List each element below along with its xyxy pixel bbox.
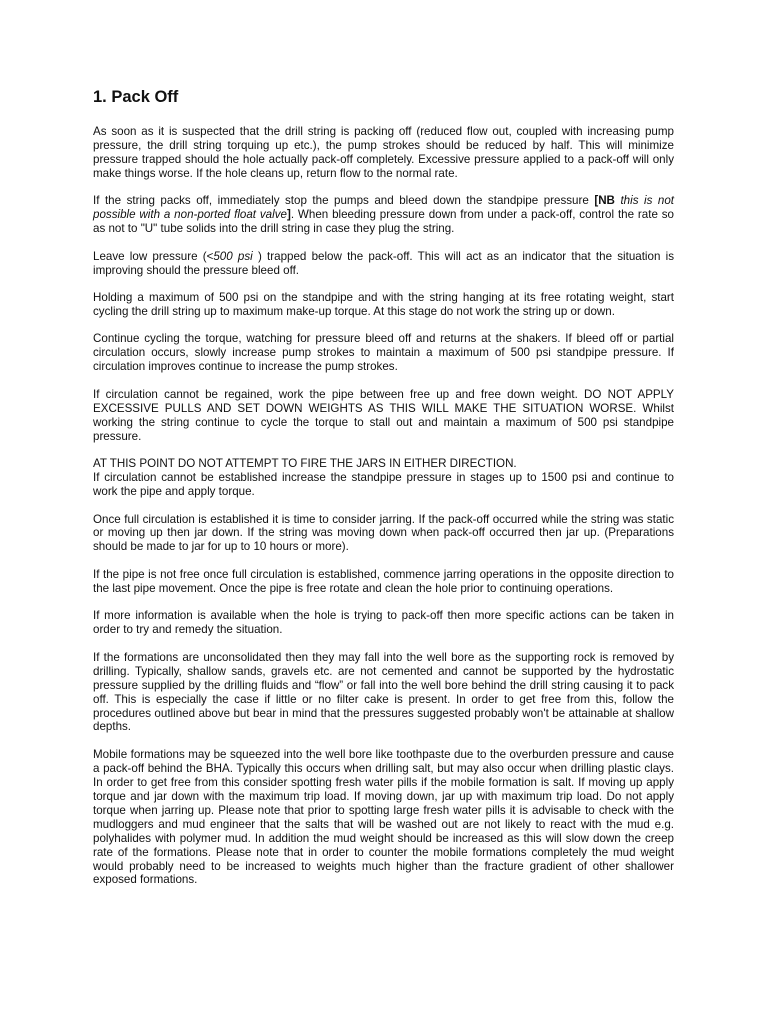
nb-marker-open: [NB <box>594 194 621 208</box>
pressure-value: 500 psi <box>213 249 253 263</box>
nb-note: this is not possible with a non-ported float valve <box>93 194 674 222</box>
document-page <box>93 86 674 901</box>
paragraph-unconsolidated-formations: If the formations are unconsolidated then they may fall into the well bore as the supporting rock is removed by drilling. Typically, shallow sands, gravels etc. are not cemented and cannot be supported by the hydrostatic pressure supplied by the drilling fluids and “flow” or fall into the well bore behind the drill string causing it to pack off. This is especially the case if little or no filter cake is present. In order to get free from this, follow the procedures outlined above but bear in mind that the pressures suggested probably won't be attainable at shallow depths. <box>93 650 674 734</box>
nb-marker-close: ] <box>286 208 291 222</box>
paragraph-more-information: If more information is available when the hole is trying to pack-off then more specific actions can be taken in order to try and remedy the situation. <box>93 609 674 637</box>
paragraph-pack-off-suspected: As soon as it is suspected that the drill string is packing off (reduced flow out, coupled with increasing pump pressure, the drill string torquing up etc.), the pump strokes should be reduced by half. This will minimize pressure trapped should the hole actually pack-off completely. Excessive pressure applied to a pack-off will only make things worse. If the hole cleans up, return flow to the normal rate. <box>93 125 674 180</box>
paragraph-increase-standpipe: If circulation cannot be established increase the standpipe pressure in stages up to 1500 psi and continue to work the pipe and apply torque. <box>93 471 674 499</box>
paragraph-low-pressure <box>93 250 674 278</box>
paragraph-stop-pumps-rest: . When bleeding pressure down from under a pack-off, control the rate so as not to "U" tube solids into the drill string in case they plug the string. <box>93 208 674 236</box>
paragraph-mobile-formations: Mobile formations may be squeezed into the well bore like toothpaste due to the overburden pressure and cause a pack-off behind the BHA. Typically this occurs when drilling salt, but may also occur when drilling plastic clays. In order to get free from this consider spotting fresh water pills if the mobile formation is salt. If moving up apply torque and jar down with the maximum trip load. If moving down, jar up with maximum trip load. Do not apply torque when jarring up. Please note that prior to spotting large fresh water pills it is advisable to check with the mudloggers and mud engineer that the salts that will be washed out are not likely to react with the mud e.g. polyhalides with polymer mud. In addition the mud weight should be increased as this will slow down the creep rate of the formations. Please note that in order to counter the mobile formations completely the mud weight would probably need to be increased to weights much higher than the fracture gradient of other shallower exposed formations. <box>93 747 674 887</box>
paragraph-low-pressure-rest: ) trapped below the pack-off. This will act as an indicator that the situation is improving should the pressure bleed off. <box>93 249 674 277</box>
paragraph-jars-warning: AT THIS POINT DO NOT ATTEMPT TO FIRE THE JARS IN EITHER DIRECTION. <box>93 457 517 471</box>
paragraph-consider-jarring: Once full circulation is established it is time to consider jarring. If the pack-off occurred while the string was static or moving up then jar down. If the string was moving down when pack-off occurred then jar up. (Preparations should be made to jar for up to 10 hours or more). <box>93 512 674 554</box>
paragraph-continue-cycling: Continue cycling the torque, watching for pressure bleed off and returns at the shakers. If bleed off or partial circulation occurs, slowly increase pump strokes to maintain a maximum of 500 psi standpipe pressure. If circulation improves continue to increase the pump strokes. <box>93 332 674 374</box>
paragraph-low-pressure-text: Leave low pressure (< <box>93 249 214 263</box>
paragraph-stop-pumps <box>93 194 674 236</box>
paragraph-cycle-torque: Holding a maximum of 500 psi on the standpipe and with the string hanging at its free rotating weight, start cycling the drill string up to maximum make-up torque. At this stage do not work the string up or down. <box>93 291 674 319</box>
section-heading: 1. Pack Off <box>93 88 179 106</box>
paragraph-opposite-direction: If the pipe is not free once full circulation is established, commence jarring operations in the opposite direction to the last pipe movement. Once the pipe is free rotate and clean the hole prior to continuing operations. <box>93 567 674 595</box>
paragraph-work-pipe: If circulation cannot be regained, work the pipe between free up and free down weight. DO NOT APPLY EXCESSIVE PULLS AND SET DOWN WEIGHTS AS THIS WILL MAKE THE SITUATION WORSE. Whilst working the string continue to cycle the torque to stall out and maintain a maximum of 500 psi standpipe pressure. <box>93 387 674 443</box>
paragraph-stop-pumps-text: If the string packs off, immediately stop the pumps and bleed down the standpipe pressure <box>93 194 595 208</box>
